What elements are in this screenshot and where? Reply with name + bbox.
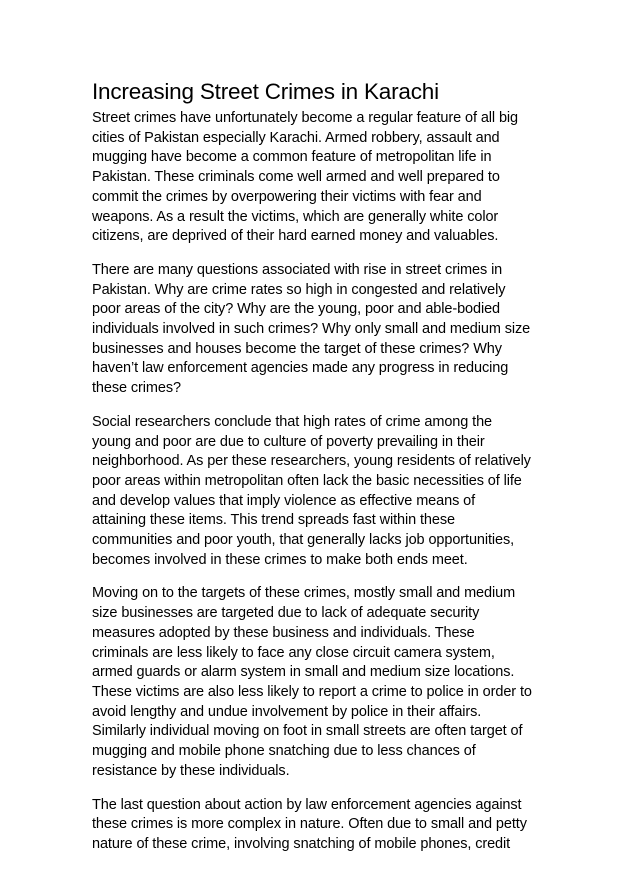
paragraph-line: Street crimes have unfortunately become a regular feature of all big bbox=[92, 110, 519, 126]
paragraph-line: weapons. As a result the victims, which are generally white color bbox=[92, 208, 499, 225]
paragraph-line: cities of Pakistan especially Karachi. Armed robbery, assault and bbox=[92, 129, 500, 146]
paragraph-line: size businesses are targeted due to lack of adequate security bbox=[92, 605, 480, 622]
paragraph-line: haven’t law enforcement agencies made any progress in reducing bbox=[92, 360, 509, 377]
paragraph-line: There are many questions associated with rise in street crimes in bbox=[92, 261, 503, 278]
paragraph-line: The last question about action by law enforcement agencies against bbox=[92, 796, 522, 813]
paragraph-line: and develop values that imply violence as effective means of bbox=[92, 492, 476, 509]
paragraph-line: poor areas of the city? Why are the young, poor and able-bodied bbox=[92, 301, 501, 318]
paragraph-line: citizens, are deprived of their hard earned money and valuables. bbox=[92, 228, 499, 245]
paragraph-line: Pakistan. Why are crime rates so high in congested and relatively bbox=[92, 281, 506, 298]
paragraph-line: armed guards or alarm system in small and medium size locations. bbox=[92, 664, 515, 681]
paragraph-line: young and poor are due to culture of poverty prevailing in their bbox=[92, 433, 485, 450]
paragraph-line: Similarly individual moving on foot in small streets are often target of bbox=[92, 723, 523, 740]
paragraph-line: mugging have become a common feature of metropolitan life in bbox=[92, 149, 492, 166]
paragraph-enforcement bbox=[92, 796, 546, 855]
paragraph-targets bbox=[92, 584, 546, 781]
document-page bbox=[92, 78, 546, 869]
document-title: Increasing Street Crimes in Karachi bbox=[92, 79, 439, 104]
paragraph-line: communities and poor youth, that generally lacks job opportunities, bbox=[92, 532, 515, 549]
paragraph-line: avoid lengthy and undue involvement by police in their affairs. bbox=[92, 703, 482, 720]
paragraph-intro bbox=[92, 109, 546, 247]
paragraph-line: resistance by these individuals. bbox=[92, 762, 290, 779]
paragraph-line: Moving on to the targets of these crimes, mostly small and medium bbox=[92, 585, 516, 602]
paragraph-line: commit the crimes by overpowering their victims with fear and bbox=[92, 188, 482, 205]
paragraph-line: criminals are less likely to face any close circuit camera system, bbox=[92, 644, 495, 661]
paragraph-line: businesses and houses become the target of these crimes? Why bbox=[92, 340, 502, 357]
paragraph-line: these crimes is more complex in nature. Often due to small and petty bbox=[92, 816, 527, 833]
paragraph-research bbox=[92, 413, 546, 571]
paragraph-line: these crimes? bbox=[92, 380, 181, 397]
paragraph-line: Social researchers conclude that high rates of crime among the bbox=[92, 413, 493, 430]
paragraph-line: Pakistan. These criminals come well armed and well prepared to bbox=[92, 169, 500, 186]
paragraph-line: These victims are also less likely to report a crime to police in order to bbox=[92, 683, 532, 700]
paragraph-line: neighborhood. As per these researchers, young residents of relatively bbox=[92, 453, 531, 470]
paragraph-line: becomes involved in these crimes to make both ends meet. bbox=[92, 551, 468, 568]
paragraph-line: mugging and mobile phone snatching due to less chances of bbox=[92, 743, 476, 760]
paragraph-line: measures adopted by these business and individuals. These bbox=[92, 624, 475, 641]
paragraph-line: individuals involved in such crimes? Why only small and medium size bbox=[92, 321, 531, 338]
paragraph-line: attaining these items. This trend spreads fast within these bbox=[92, 512, 455, 529]
paragraph-line: poor areas within metropolitan often lack the basic necessities of life bbox=[92, 472, 522, 489]
paragraph-questions bbox=[92, 261, 546, 399]
paragraph-line: nature of these crime, involving snatching of mobile phones, credit bbox=[92, 835, 511, 852]
